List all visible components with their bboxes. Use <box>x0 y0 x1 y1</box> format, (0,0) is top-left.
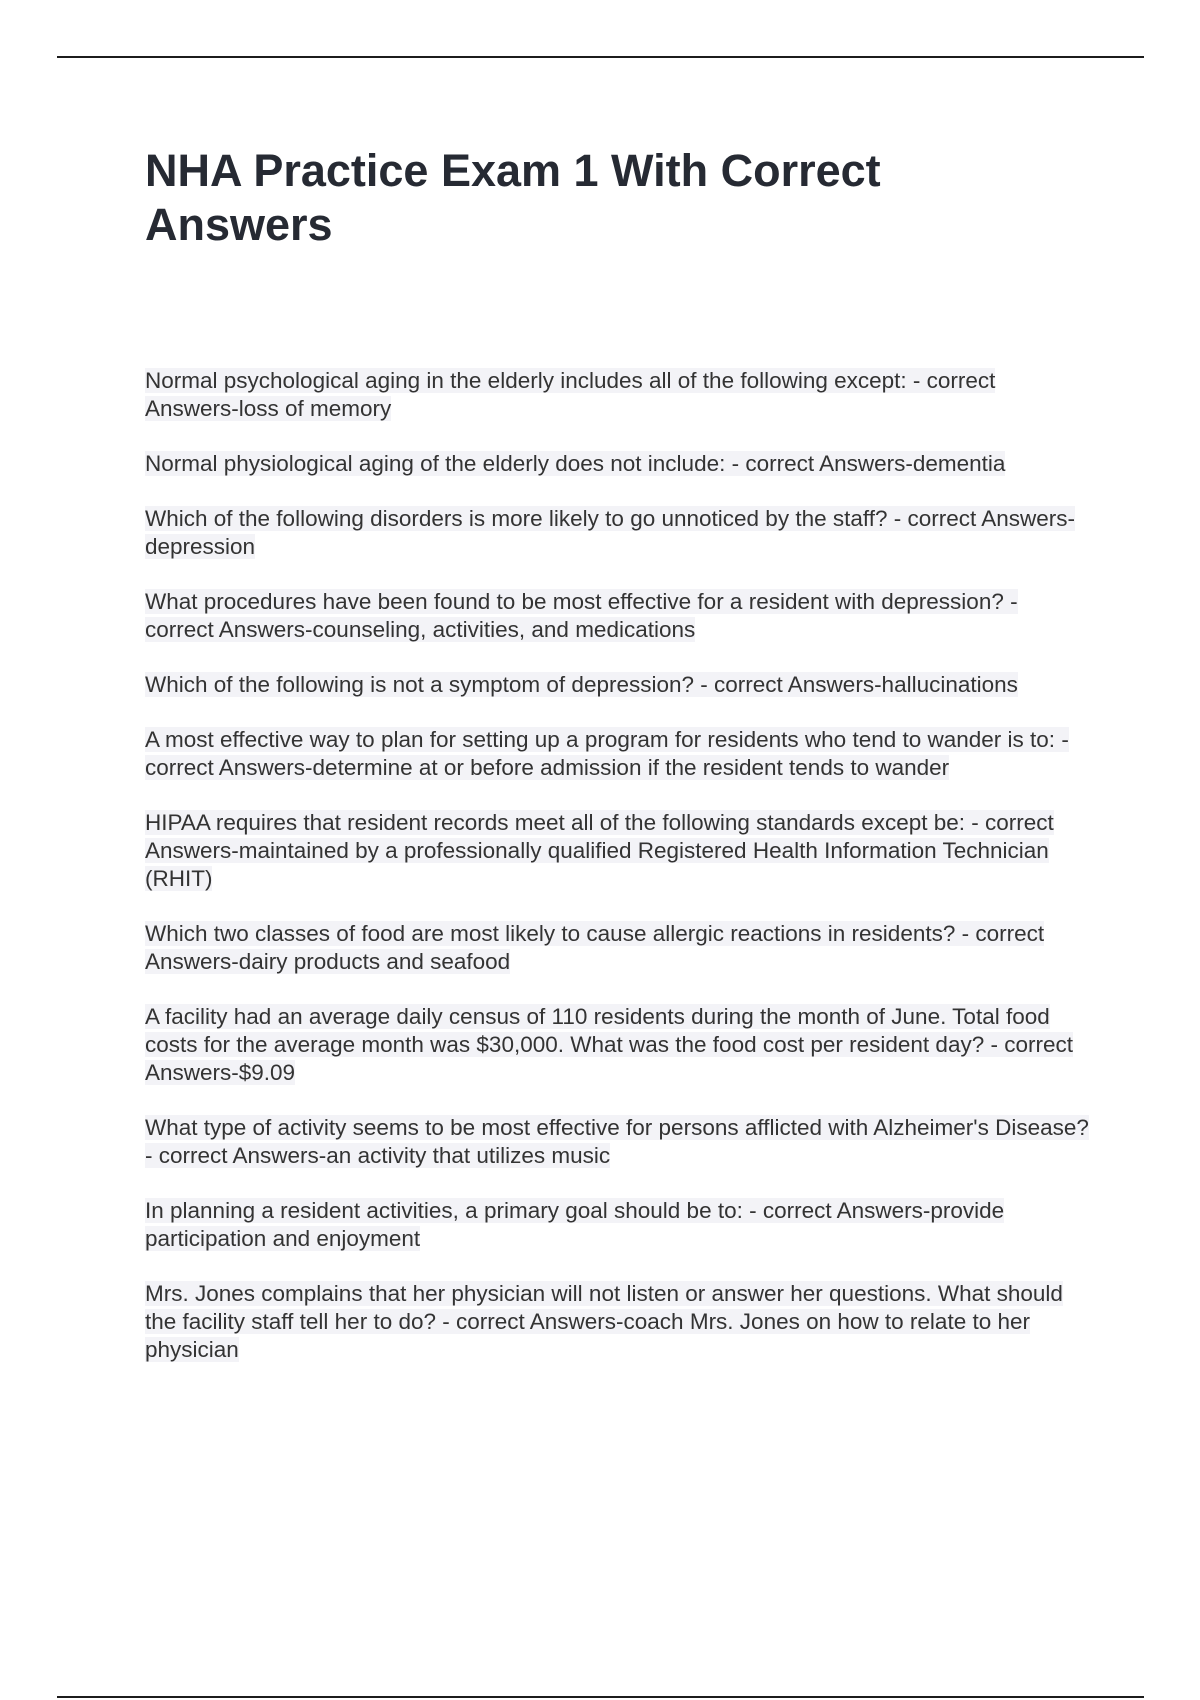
question-answer-text: A facility had an average daily census of 110 residents during the month of June. Total food costs for the average month was $30,000. What was the food cost per resident day? - correct Answers-$9.09 <box>145 1004 1073 1085</box>
bottom-divider <box>57 1696 1144 1698</box>
question-answer-text: Which of the following disorders is more likely to go unnoticed by the staff? - correct Answers-depression <box>145 506 1076 559</box>
list-item <box>145 367 1090 423</box>
question-answer-list <box>145 367 1090 1391</box>
question-answer-text: HIPAA requires that resident records meet all of the following standards except be: - correct Answers-maintained by a professionally qualified Registered Health Information Technician (RHIT) <box>145 810 1054 891</box>
list-item <box>145 726 1090 782</box>
question-answer-text: Mrs. Jones complains that her physician will not listen or answer her questions. What should the facility staff tell her to do? - correct Answers-coach Mrs. Jones on how to relate to her physician <box>145 1281 1063 1362</box>
list-item <box>145 1280 1090 1364</box>
question-answer-text: Which of the following is not a symptom of depression? - correct Answers-hallucinations <box>145 672 1018 697</box>
list-item <box>145 920 1090 976</box>
question-answer-text: In planning a resident activities, a primary goal should be to: - correct Answers-provide participation and enjoyment <box>145 1198 1005 1251</box>
question-answer-text: What procedures have been found to be most effective for a resident with depression? - correct Answers-counseling, activities, and medications <box>145 589 1018 642</box>
list-item <box>145 588 1090 644</box>
question-answer-text: Which two classes of food are most likely to cause allergic reactions in residents? - correct Answers-dairy products and seafood <box>145 921 1045 974</box>
list-item <box>145 505 1090 561</box>
list-item <box>145 1114 1090 1170</box>
top-divider <box>57 56 1144 58</box>
list-item <box>145 450 1090 478</box>
question-answer-text: What type of activity seems to be most effective for persons afflicted with Alzheimer's Disease? - correct Answers-an activity that utilizes music <box>145 1115 1089 1168</box>
list-item <box>145 1197 1090 1253</box>
question-answer-text: A most effective way to plan for setting up a program for residents who tend to wander is to: - correct Answers-determine at or before admission if the resident tends to wander <box>145 727 1069 780</box>
question-answer-text: Normal physiological aging of the elderly does not include: - correct Answers-dementia <box>145 451 1006 476</box>
list-item <box>145 1003 1090 1087</box>
question-answer-text: Normal psychological aging in the elderly includes all of the following except: - correct Answers-loss of memory <box>145 368 996 421</box>
document-title: NHA Practice Exam 1 With Correct Answers <box>145 145 881 250</box>
list-item <box>145 809 1090 893</box>
list-item <box>145 671 1090 699</box>
